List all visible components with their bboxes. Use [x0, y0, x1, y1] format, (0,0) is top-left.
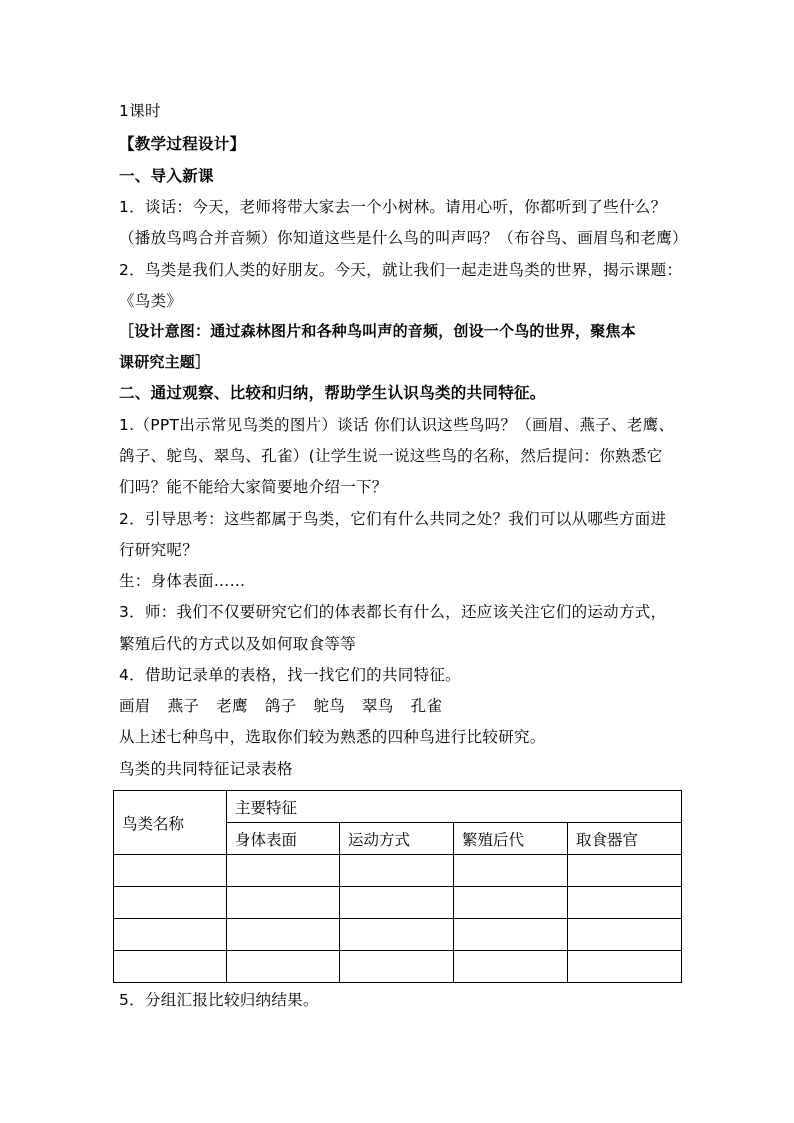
paragraph-line: 1.（PPT出示常见鸟类的图片）谈话 你们认识这些鸟吗？（画眉、燕子、老鹰、: [119, 416, 675, 434]
table-cell: [114, 887, 227, 919]
record-table: [113, 790, 682, 983]
table-cell: [454, 951, 568, 983]
lesson-count: 1课时: [119, 102, 161, 120]
table-header-main-features: 主要特征: [227, 791, 682, 823]
table-cell: [227, 855, 340, 887]
table-cell: [340, 855, 454, 887]
table-header-bird-name: 鸟类名称: [114, 791, 227, 855]
bird-name: 孔雀: [410, 697, 443, 715]
bird-name: 翠鸟: [362, 697, 394, 715]
bird-name: 鸵鸟: [313, 697, 346, 715]
table-cell: [227, 887, 340, 919]
table-cell: [114, 951, 227, 983]
design-intent-note: 课研究主题］: [119, 353, 211, 371]
table-cell: [114, 855, 227, 887]
paragraph-line: 2．引导思考：这些都属于鸟类，它们有什么共同之处？我们可以从哪些方面进: [119, 510, 667, 528]
table-cell: [340, 951, 454, 983]
table-cell: [568, 919, 682, 951]
section-heading-observe: 二、通过观察、比较和归纳，帮助学生认识鸟类的共同特征。: [119, 384, 546, 402]
bird-list: [119, 696, 459, 716]
table-header-column: 运动方式: [340, 823, 454, 855]
table-cell: [454, 887, 568, 919]
table-row: [114, 887, 682, 919]
paragraph-line: 行研究呢？: [119, 541, 199, 559]
table-row: [114, 951, 682, 983]
design-intent-note: ［设计意图：通过森林图片和各种鸟叫声的音频，创设一个鸟的世界，聚焦本: [119, 322, 636, 340]
bird-name: 老鹰: [216, 697, 248, 715]
table-cell: [114, 919, 227, 951]
paragraph-line: （播放鸟鸣合并音频）你知道这些是什么鸟的叫声吗？（布谷鸟、画眉鸟和老鹰）: [119, 229, 688, 247]
bird-name: 燕子: [167, 697, 200, 715]
table-cell: [340, 887, 454, 919]
section-heading-design: 【教学过程设计】: [119, 135, 246, 153]
paragraph-line: 4．借助记录单的表格，找一找它们的共同特征。: [119, 666, 461, 684]
paragraph-line: 鸽子、鸵鸟、翠鸟、孔雀）(让学生说一说这些鸟的名称，然后提问：你熟悉它: [119, 447, 663, 465]
paragraph-line: 1．谈话：今天，老师将带大家去一个小树林。请用心听，你都听到了些什么？: [119, 198, 667, 216]
table-row: [114, 919, 682, 951]
paragraph-line: 《鸟类》: [119, 292, 183, 310]
paragraph-line: 生：身体表面……: [119, 572, 246, 590]
table-cell: [227, 951, 340, 983]
paragraph-line: 3．师：我们不仅要研究它们的体表都长有什么，还应该关注它们的运动方式，: [119, 603, 667, 621]
paragraph-line: 们吗？能不能给大家简要地介绍一下？: [119, 478, 388, 496]
table-header-column: 身体表面: [227, 823, 340, 855]
table-header-column: 取食器官: [568, 823, 682, 855]
section-heading-intro: 一、导入新课: [119, 167, 214, 185]
paragraph-line: 繁殖后代的方式以及如何取食等等: [119, 635, 357, 653]
table-cell: [568, 951, 682, 983]
bird-name: 鸽子: [264, 697, 297, 715]
table-cell: [454, 919, 568, 951]
paragraph-line: 2．鸟类是我们人类的好朋友。今天，就让我们一起走进鸟类的世界，揭示课题：: [119, 261, 683, 279]
bird-name: 画眉: [119, 697, 151, 715]
paragraph-line: 从上述七种鸟中，选取你们较为熟悉的四种鸟进行比较研究。: [119, 728, 546, 746]
table-header-column: 繁殖后代: [454, 823, 568, 855]
table-cell: [568, 887, 682, 919]
table-cell: [568, 855, 682, 887]
paragraph-line: 5．分组汇报比较归纳结果。: [119, 991, 319, 1009]
table-caption: 鸟类的共同特征记录表格: [119, 760, 293, 778]
table-cell: [227, 919, 340, 951]
table-cell: [454, 855, 568, 887]
table-cell: [340, 919, 454, 951]
table-row: [114, 855, 682, 887]
